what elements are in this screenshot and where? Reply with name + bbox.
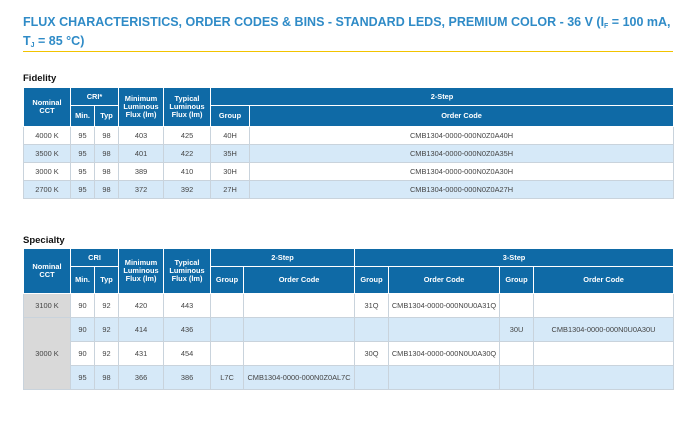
cell-2step-group: L7C	[211, 366, 244, 390]
table-row	[24, 181, 674, 199]
cell-cri-typ: 98	[95, 163, 119, 181]
header-group: Group	[211, 106, 250, 127]
cell-2step-code	[244, 294, 355, 318]
table-row	[24, 342, 674, 366]
fidelity-section-label: Fidelity	[23, 73, 57, 84]
cell-cri-typ: 98	[95, 181, 119, 199]
cell-cri-typ: 98	[95, 127, 119, 145]
cell-2step-group	[211, 294, 244, 318]
cell-cct: 2700 K	[24, 181, 71, 199]
cell-cct: 3100 K	[24, 294, 71, 318]
header-nominal-cct: Nominal CCT	[24, 249, 71, 294]
cell-min-flux: 401	[119, 145, 164, 163]
cell-2step-group	[211, 342, 244, 366]
header-three-step: 3-Step	[355, 249, 674, 267]
cell-cct: 3000 K	[24, 318, 71, 390]
cell-cct: 4000 K	[24, 127, 71, 145]
header-two-step: 2-Step	[211, 88, 674, 106]
header-cri: CRI	[71, 249, 119, 267]
cell-3step-code	[389, 366, 500, 390]
header-min-flux: Minimum Luminous Flux (lm)	[119, 249, 164, 294]
table-row	[24, 163, 674, 181]
header-order-code: Order Code	[389, 267, 500, 294]
cell-2step-group	[211, 318, 244, 342]
cell-min-flux: 372	[119, 181, 164, 199]
cell-2step-code: CMB1304-0000-000N0Z0AL7C	[244, 366, 355, 390]
cell-3step-group	[355, 318, 389, 342]
cell-cri-min: 95	[71, 145, 95, 163]
cell-2step-code	[244, 318, 355, 342]
cell-min-flux: 420	[119, 294, 164, 318]
specialty-section-label: Specialty	[23, 235, 65, 246]
cell-3step-group	[500, 366, 534, 390]
cell-3step-group: 30Q	[355, 342, 389, 366]
header-cri-min: Min.	[71, 267, 95, 294]
table-row	[24, 294, 674, 318]
cell-typ-flux: 422	[164, 145, 211, 163]
header-group: Group	[500, 267, 534, 294]
cell-cri-min: 95	[71, 366, 95, 390]
cell-cri-min: 95	[71, 181, 95, 199]
header-cri-typ: Typ	[95, 267, 119, 294]
cell-typ-flux: 410	[164, 163, 211, 181]
cell-group: 30H	[211, 163, 250, 181]
cell-3step-group	[500, 294, 534, 318]
cell-typ-flux: 436	[164, 318, 211, 342]
specialty-table	[23, 248, 674, 390]
header-min-flux: Minimum Luminous Flux (lm)	[119, 88, 164, 127]
cell-order-code: CMB1304-0000-000N0Z0A35H	[250, 145, 674, 163]
cell-cct: 3500 K	[24, 145, 71, 163]
table-row	[24, 318, 674, 342]
header-order-code: Order Code	[244, 267, 355, 294]
cell-group: 40H	[211, 127, 250, 145]
header-order-code: Order Code	[534, 267, 674, 294]
fidelity-table	[23, 87, 674, 199]
cell-group: 27H	[211, 181, 250, 199]
cell-typ-flux: 386	[164, 366, 211, 390]
header-group: Group	[211, 267, 244, 294]
cell-cri-typ: 98	[95, 366, 119, 390]
header-group: Group	[355, 267, 389, 294]
cell-2step-code	[244, 342, 355, 366]
cell-cri-typ: 92	[95, 342, 119, 366]
cell-3step-group: 31Q	[355, 294, 389, 318]
cell-cri-typ: 92	[95, 318, 119, 342]
cell-3step-code: CMB1304-0000-000N0U0A31Q	[389, 294, 500, 318]
header-typ-flux: Typical Luminous Flux (lm)	[164, 88, 211, 127]
cell-order-code: CMB1304-0000-000N0Z0A27H	[250, 181, 674, 199]
title-divider	[23, 51, 673, 52]
cell-cri-min: 90	[71, 318, 95, 342]
header-order-code: Order Code	[250, 106, 674, 127]
header-cri: CRI*	[71, 88, 119, 106]
cell-cri-min: 95	[71, 127, 95, 145]
cell-min-flux: 431	[119, 342, 164, 366]
header-cri-min: Min.	[71, 106, 95, 127]
header-two-step: 2-Step	[211, 249, 355, 267]
cell-3step-code	[534, 294, 674, 318]
cell-typ-flux: 454	[164, 342, 211, 366]
cell-cri-min: 90	[71, 294, 95, 318]
cell-cri-min: 90	[71, 342, 95, 366]
table-row	[24, 366, 674, 390]
cell-3step-group	[500, 342, 534, 366]
cell-order-code: CMB1304-0000-000N0Z0A40H	[250, 127, 674, 145]
cell-typ-flux: 443	[164, 294, 211, 318]
cell-order-code: CMB1304-0000-000N0Z0A30H	[250, 163, 674, 181]
cell-3step-code	[534, 366, 674, 390]
header-typ-flux: Typical Luminous Flux (lm)	[164, 249, 211, 294]
cell-3step-code	[389, 318, 500, 342]
cell-cri-typ: 98	[95, 145, 119, 163]
cell-min-flux: 414	[119, 318, 164, 342]
cell-cri-typ: 92	[95, 294, 119, 318]
header-nominal-cct: Nominal CCT	[24, 88, 71, 127]
cell-cct: 3000 K	[24, 163, 71, 181]
cell-3step-code	[534, 342, 674, 366]
cell-typ-flux: 425	[164, 127, 211, 145]
cell-min-flux: 366	[119, 366, 164, 390]
cell-3step-code: CMB1304-0000-000N0U0A30U	[534, 318, 674, 342]
cell-cri-min: 95	[71, 163, 95, 181]
cell-min-flux: 403	[119, 127, 164, 145]
cell-group: 35H	[211, 145, 250, 163]
cell-3step-group: 30U	[500, 318, 534, 342]
header-cri-typ: Typ	[95, 106, 119, 127]
cell-3step-code: CMB1304-0000-000N0U0A30Q	[389, 342, 500, 366]
table-row	[24, 127, 674, 145]
cell-3step-group	[355, 366, 389, 390]
table-row	[24, 145, 674, 163]
cell-min-flux: 389	[119, 163, 164, 181]
cell-typ-flux: 392	[164, 181, 211, 199]
page-title: FLUX CHARACTERISTICS, ORDER CODES & BINS - STANDARD LEDS, PREMIUM COLOR - 36 V ($I_F = 100$ mA, $T_J = 85$ °C)	[23, 15, 671, 49]
